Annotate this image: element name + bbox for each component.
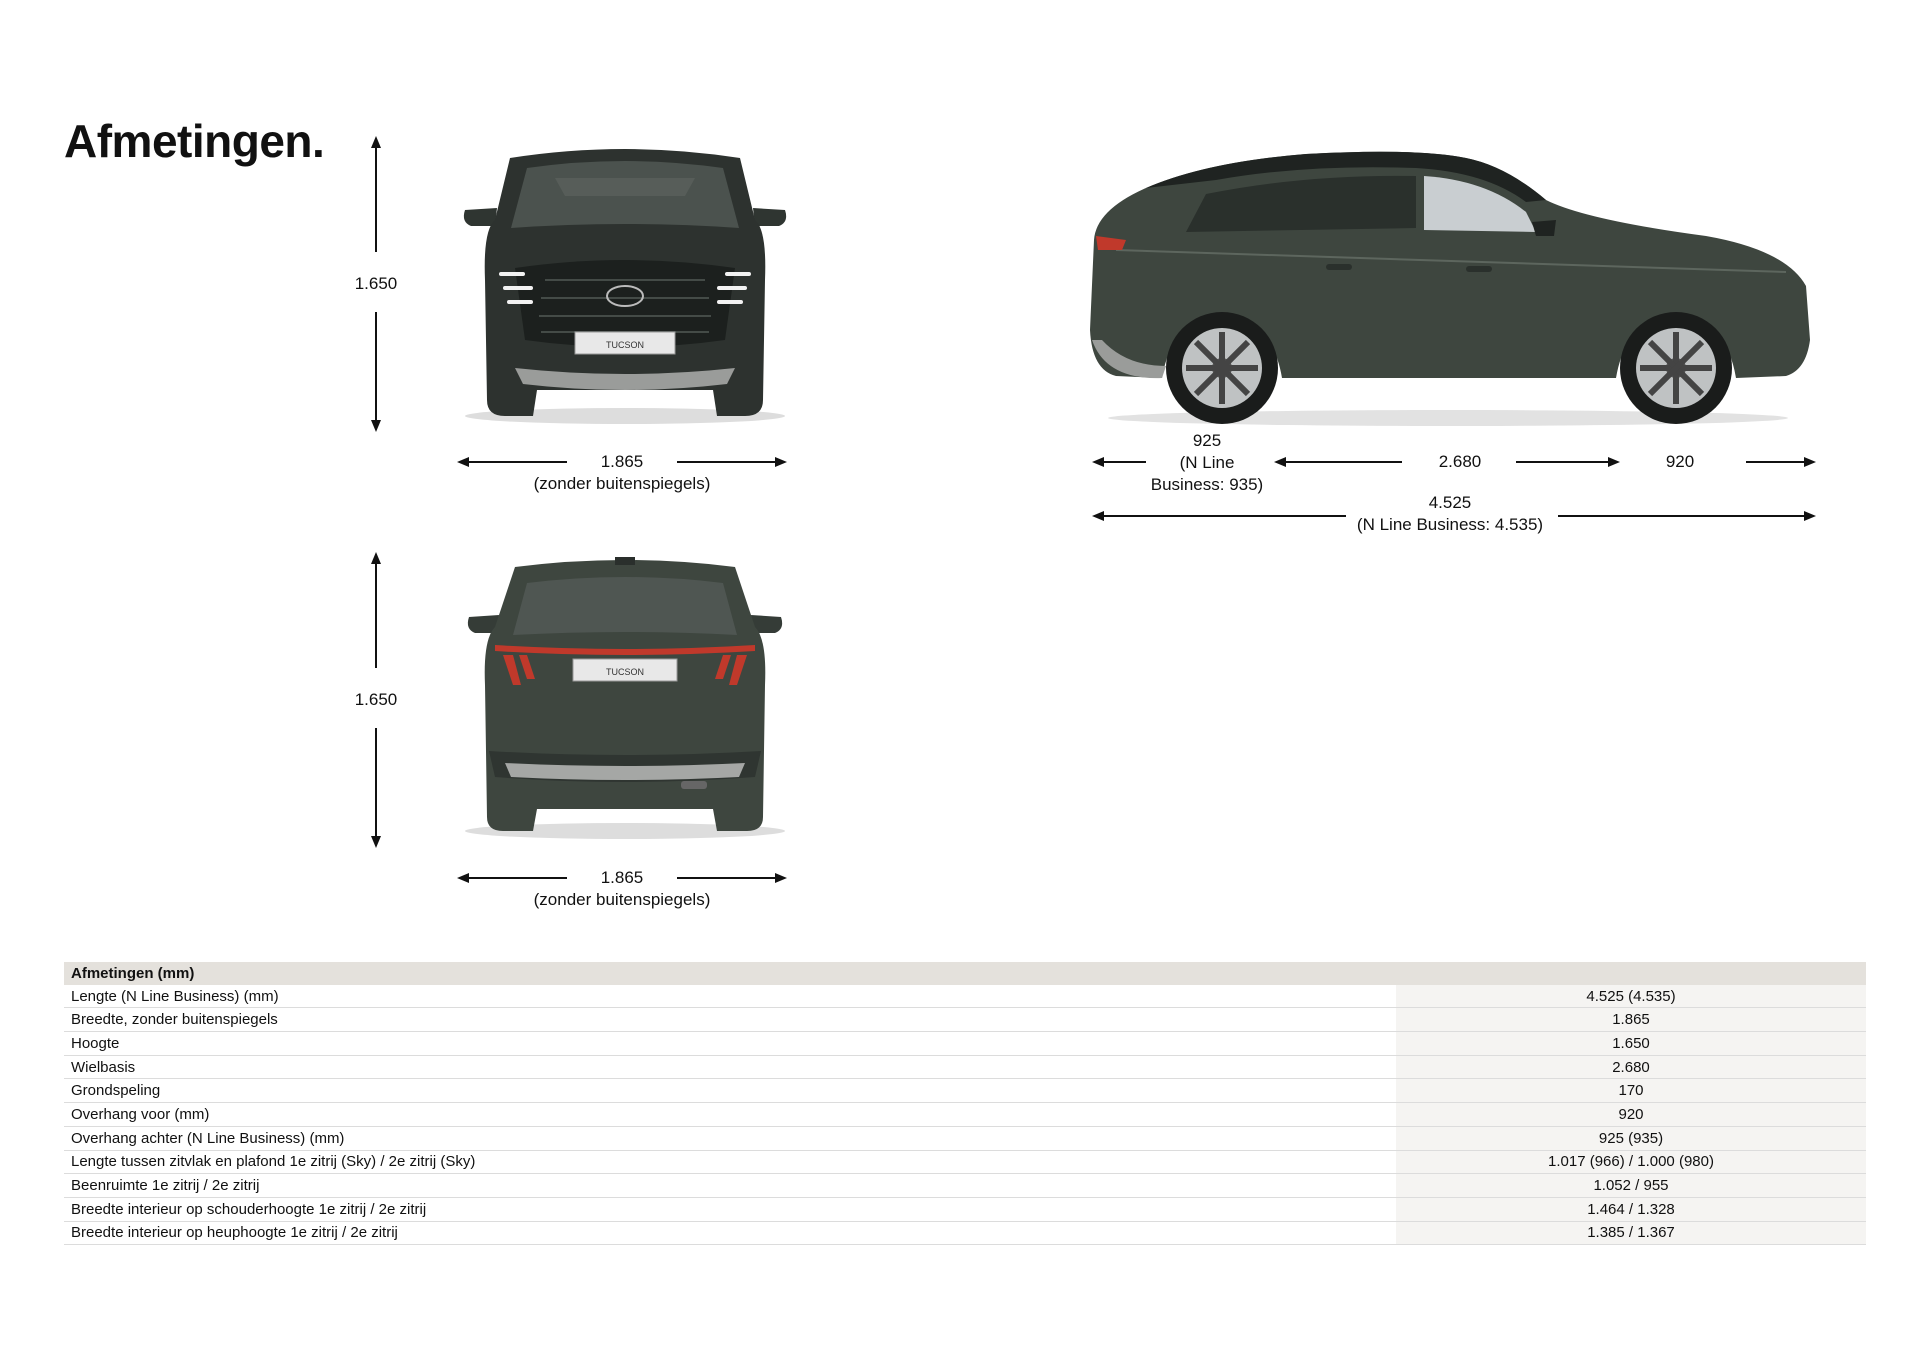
row-label: Overhang achter (N Line Business) (mm) (64, 1126, 1396, 1150)
rear-overhang-note2: Business: 935) (1150, 475, 1264, 494)
row-label: Breedte interieur op schouderhoogte 1e zitrij / 2e zitrij (64, 1197, 1396, 1221)
row-value: 925 (935) (1396, 1126, 1866, 1150)
side-length-note: (N Line Business: 4.535) (1356, 515, 1544, 534)
table-row (64, 1055, 1866, 1079)
row-value: 1.017 (966) / 1.000 (980) (1396, 1150, 1866, 1174)
table-row (64, 1197, 1866, 1221)
car-side-view (1086, 140, 1810, 430)
wheelbase-label: 2.680 (1438, 452, 1482, 471)
table-row (64, 1174, 1866, 1198)
front-height-label: 1.650 (354, 274, 398, 293)
row-value: 170 (1396, 1079, 1866, 1103)
rear-overhang-note1: (N Line (1179, 453, 1235, 472)
row-value: 1.385 / 1.367 (1396, 1221, 1866, 1245)
table-row (64, 1221, 1866, 1245)
table-header-row (64, 962, 1866, 985)
front-width-value: 1.865 (600, 452, 644, 471)
table-row (64, 1150, 1866, 1174)
page-title: Afmetingen. (64, 115, 325, 167)
row-value: 2.680 (1396, 1055, 1866, 1079)
row-label: Wielbasis (64, 1055, 1396, 1079)
rear-overhang-label (1142, 430, 1272, 496)
front-badge: TUCSON (606, 340, 644, 350)
rear-width-label (502, 867, 742, 911)
row-label: Breedte interieur op heuphoogte 1e zitrij / 2e zitrij (64, 1221, 1396, 1245)
side-length-value: 4.525 (1428, 493, 1472, 512)
table-row (64, 1079, 1866, 1103)
row-value: 1.052 / 955 (1396, 1174, 1866, 1198)
row-value: 920 (1396, 1103, 1866, 1127)
row-label: Lengte tussen zitvlak en plafond 1e zitrij (Sky) / 2e zitrij (Sky) (64, 1150, 1396, 1174)
table-row (64, 1008, 1866, 1032)
row-value: 1.865 (1396, 1008, 1866, 1032)
row-value: 4.525 (4.535) (1396, 985, 1866, 1008)
rear-badge: TUCSON (606, 667, 644, 677)
rear-width-note: (zonder buitenspiegels) (533, 890, 711, 909)
front-width-label (502, 451, 742, 495)
table-row (64, 1032, 1866, 1056)
dimensions-table (64, 962, 1866, 1245)
car-rear-view (455, 555, 795, 840)
car-front-view (455, 140, 795, 425)
table-row (64, 1126, 1866, 1150)
front-width-note: (zonder buitenspiegels) (533, 474, 711, 493)
rear-height-label: 1.650 (354, 690, 398, 709)
row-value: 1.464 / 1.328 (1396, 1197, 1866, 1221)
row-label: Hoogte (64, 1032, 1396, 1056)
rear-width-value: 1.865 (600, 868, 644, 887)
row-label: Lengte (N Line Business) (mm) (64, 985, 1396, 1008)
rear-overhang-value: 925 (1192, 431, 1222, 450)
front-overhang-label: 920 (1665, 452, 1695, 471)
row-label: Overhang voor (mm) (64, 1103, 1396, 1127)
row-value: 1.650 (1396, 1032, 1866, 1056)
row-label: Beenruimte 1e zitrij / 2e zitrij (64, 1174, 1396, 1198)
table-header: Afmetingen (mm) (64, 962, 1866, 985)
table-row (64, 985, 1866, 1008)
row-label: Grondspeling (64, 1079, 1396, 1103)
table-row (64, 1103, 1866, 1127)
row-label: Breedte, zonder buitenspiegels (64, 1008, 1396, 1032)
side-length-label (1340, 492, 1560, 536)
